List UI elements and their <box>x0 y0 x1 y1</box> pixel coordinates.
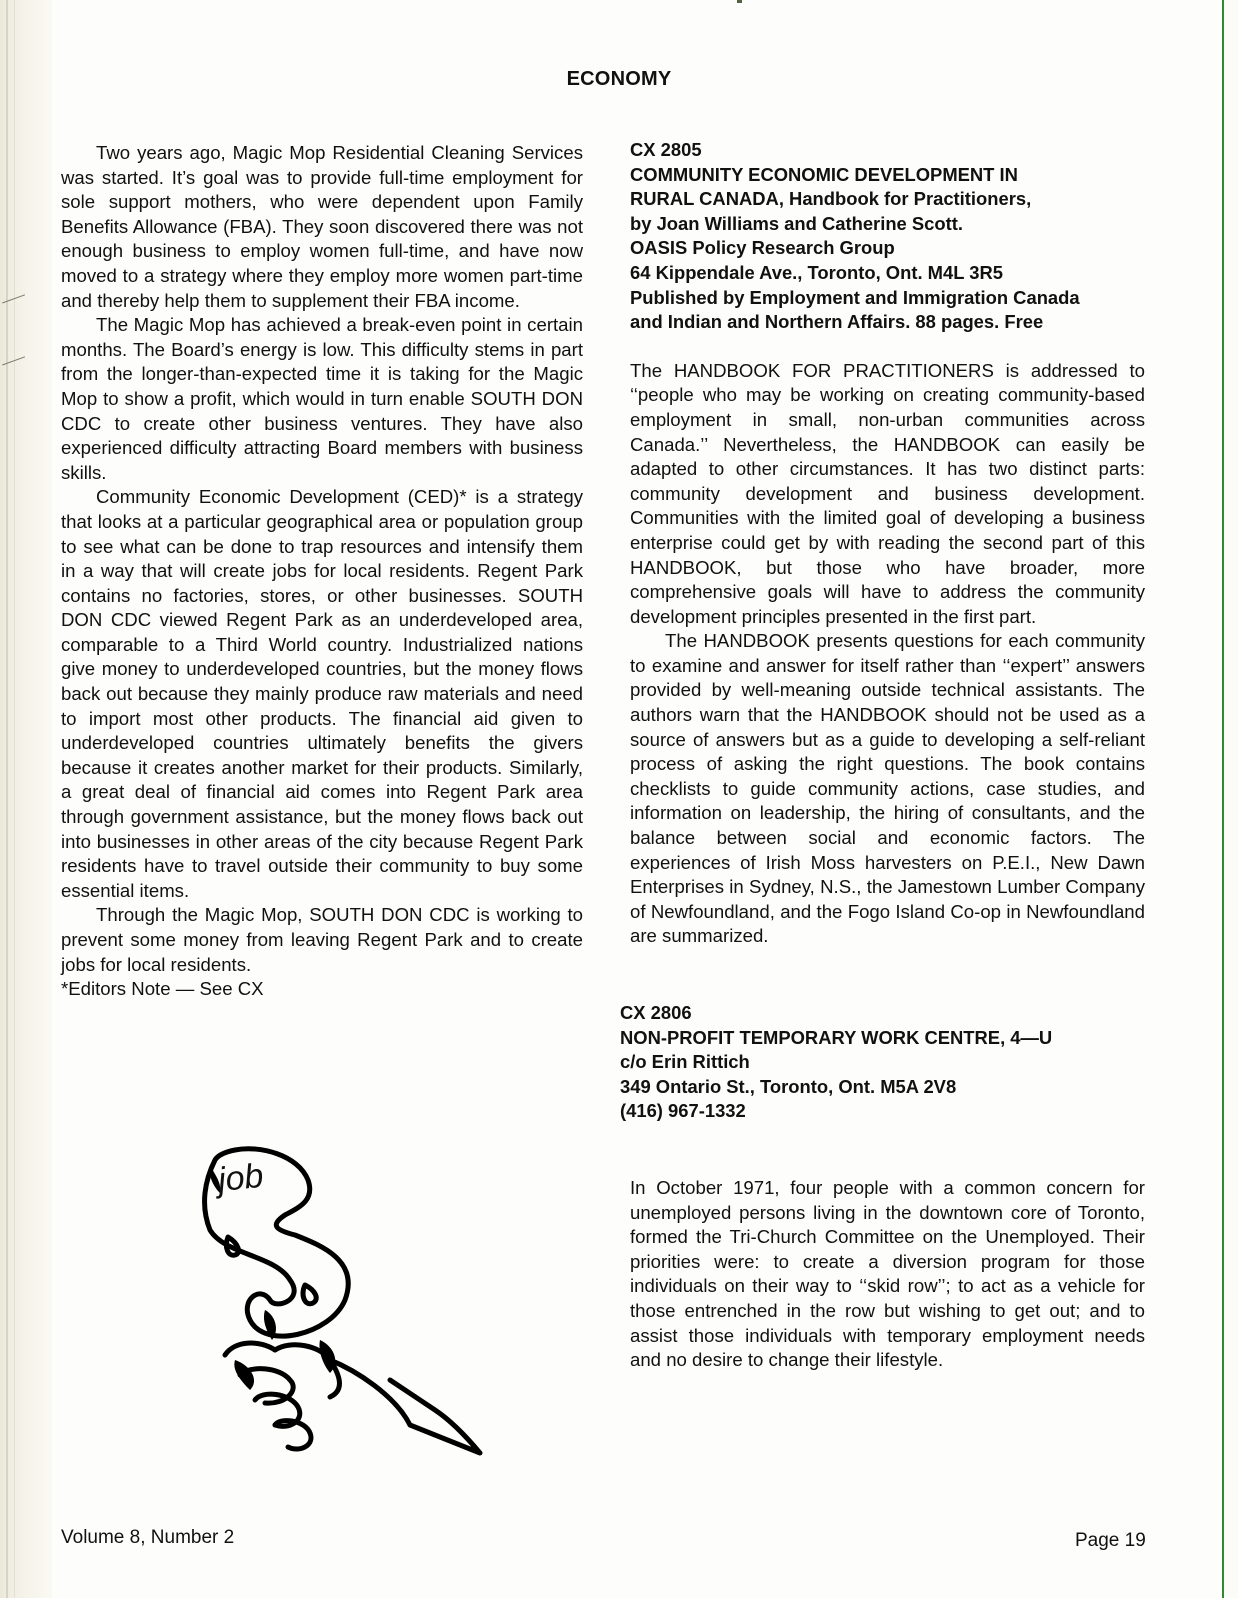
page-right-edge <box>1222 0 1238 1598</box>
paragraph: The HANDBOOK FOR PRACTITIONERS is addressed to ‘‘people who may be working on creating community-based employment in small, non-urban communities across Canada.’’ Nevertheless, the HANDBOOK can easily be adapted to other circumstances. It has two distinct parts: community development and business development. Communities with the limited goal of developing a business enterprise could get by with reading the second part of this HANDBOOK, but those who have broader, more comprehensive goals will have to address the community development principles presented in the first part. <box>630 359 1145 627</box>
right-column <box>620 138 1145 1373</box>
paragraph: The HANDBOOK presents questions for each community to examine and answer for itself rather than ‘‘expert’’ answers provided by well-meaning outside technical assistants. The authors warn that the HANDBOOK should not be used as a source of answers but as a guide to developing a self-reliant process of asking the right questions. The book contains checklists to guide community actions, case studies, and information on leadership, the hiring of consultants, and the balance between social and economic factors. The experiences of Irish Moss harvesters on P.E.I., New Dawn Enterprises in Sydney, N.S., the Jamestown Lumber Company of Newfoundland, and the Fogo Island Co-op in Newfoundland are summarized. <box>630 630 1145 947</box>
footer-page-number: Page 19 <box>1075 1530 1146 1551</box>
entry-header-cx2806 <box>620 1001 1145 1124</box>
entry-header-cx2805 <box>630 138 1145 335</box>
entry-code: CX 2806 <box>620 1002 692 1023</box>
illustration-label: job <box>216 1156 266 1200</box>
paragraph: Two years ago, Magic Mop Residential Cleaning Services was started. It’s goal was to provide full-time employment for sole support mothers, who were dependent upon Family Benefits Allowance (FBA). They soon discovered there was not enough business to employ women full-time, and have now moved to a strategy where they employ more women part-time and thereby help them to supplement their FBA income. <box>61 142 583 311</box>
footer-volume: Volume 8, Number 2 <box>61 1527 235 1548</box>
entry-title-line: NON-PROFIT TEMPORARY WORK CENTRE, 4—U <box>620 1026 1053 1048</box>
left-column <box>61 141 583 1002</box>
paragraph: Through the Magic Mop, SOUTH DON CDC is working to prevent some money from leaving Regent Park and to create jobs for local residents. <box>61 904 583 975</box>
entry-address: 64 Kippendale Ave., Toronto, Ont. M4L 3R5 <box>630 261 1003 283</box>
paragraph: The Magic Mop has achieved a break-even point in certain months. The Board’s energy is low. This difficulty stems in part from the longer-than-expected time it is taking for the Magic Mop to show a profit, which would in turn enable SOUTH DON CDC to create other business ventures. They have also experienced difficulty attracting Board members with business skills. <box>61 314 583 483</box>
entry-phone: (416) 967-1332 <box>620 1100 746 1122</box>
print-mark <box>737 0 742 3</box>
paragraph: In October 1971, four people with a common concern for unemployed persons living in the downtown core of Toronto, formed the Tri-Church Committee on the Unemployed. Their priorities were: to create a diversion program for those individuals on their way to ‘‘skid row’’; to act as a vehicle for those entrenched in the row but wishing to get out; and to assist those individuals with temporary employment needs and no desire to change their lifestyle. <box>630 1176 1145 1371</box>
entry-organization: OASIS Policy Research Group <box>630 237 895 259</box>
entry-publisher-line: and Indian and Northern Affairs. 88 pages. Free <box>630 311 1044 333</box>
entry-author: by Joan Williams and Catherine Scott. <box>630 212 963 234</box>
entry-address: 349 Ontario St., Toronto, Ont. M5A 2V8 <box>620 1075 957 1097</box>
page-binding-edge <box>0 0 52 1598</box>
editors-note: *Editors Note — See CX <box>61 978 264 1000</box>
entry-contact: c/o Erin Rittich <box>620 1051 750 1073</box>
entry-title-line: RURAL CANADA, Handbook for Practitioners, <box>630 188 1032 210</box>
paragraph: Community Economic Development (CED)* is a strategy that looks at a particular geographical area or population group to see what can be done to trap resources and intensify them in a way that will create jobs for local residents. Regent Park contains no factories, stores, or other businesses. SOUTH DON CDC viewed Regent Park as an underdeveloped area, comparable to a Third World country. Industrialized nations give money to underdeveloped countries, but the money flows back out because they mainly produce raw materials and need to import most other products. The financial aid given to underdeveloped countries ultimately benefits the givers because it creates another market for their products. Similarly, a great deal of financial aid comes into Regent Park area through government assistance, but the money flows back out into businesses in other areas of the city because Regent Park residents have to travel outside their community to buy some essential items. <box>61 486 583 901</box>
entry-title-line: COMMUNITY ECONOMIC DEVELOPMENT IN <box>630 163 1018 185</box>
entry-code: CX 2805 <box>630 139 702 160</box>
section-title: ECONOMY <box>566 68 672 90</box>
entry-publisher-line: Published by Employment and Immigration Canada <box>630 286 1080 308</box>
